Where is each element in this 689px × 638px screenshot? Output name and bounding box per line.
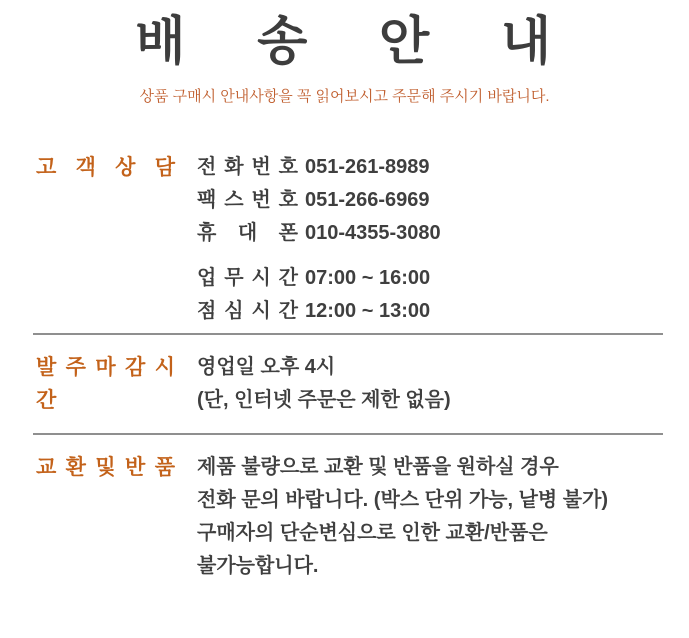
row-gap [197, 250, 441, 262]
order-deadline-line: 영업일 오후 4시 [197, 356, 336, 378]
exchange-returns-line: 제품 불량으로 교환 및 반품을 원하실 경우 [197, 456, 559, 478]
fax-label: 팩 스 번 호 [197, 189, 298, 211]
section-order-deadline-label: 발 주 마 감 시 간 [36, 356, 175, 412]
phone-label: 전 화 번 호 [197, 156, 298, 178]
page-subtitle: 상품 구매시 안내사항을 꼭 읽어보시고 주문해 주시기 바랍니다. [139, 88, 550, 105]
order-deadline-line: (단, 인터넷 주문은 제한 없음) [197, 389, 451, 411]
contact-row-phone [197, 151, 441, 184]
mobile-label: 휴 대 폰 [197, 222, 298, 244]
exchange-returns-line: 전화 문의 바랍니다. (박스 단위 가능, 낱병 불가) [197, 489, 609, 511]
mobile-number: 010-4355-3080 [305, 222, 441, 244]
section-customer-service-label: 고 객 상 담 [36, 156, 175, 179]
section-customer-service [0, 151, 689, 328]
exchange-returns-line: 불가능합니다. [197, 555, 319, 577]
section-order-deadline [0, 351, 689, 417]
contact-row-fax [197, 184, 441, 217]
fax-number: 051-266-6969 [305, 189, 430, 211]
contact-row-lunch-hours [197, 295, 441, 328]
business-hours-value: 07:00 ~ 16:00 [305, 267, 431, 289]
section-exchange-returns [0, 451, 689, 583]
page-title: 배 송 안 내 [135, 13, 580, 71]
exchange-returns-line: 구매자의 단순변심으로 인한 교환/반품은 [197, 522, 548, 544]
section-order-deadline-content [197, 351, 451, 417]
section-customer-service-content [197, 151, 441, 328]
contact-row-business-hours [197, 262, 441, 295]
divider [33, 333, 663, 335]
phone-number: 051-261-8989 [305, 156, 430, 178]
business-hours-label: 업 무 시 간 [197, 267, 298, 289]
lunch-hours-label: 점 심 시 간 [197, 300, 298, 322]
lunch-hours-value: 12:00 ~ 13:00 [305, 300, 431, 322]
section-exchange-returns-content [197, 451, 608, 583]
contact-row-mobile [197, 217, 441, 250]
section-exchange-returns-label: 교 환 및 반 품 [36, 456, 175, 479]
divider [33, 433, 663, 435]
